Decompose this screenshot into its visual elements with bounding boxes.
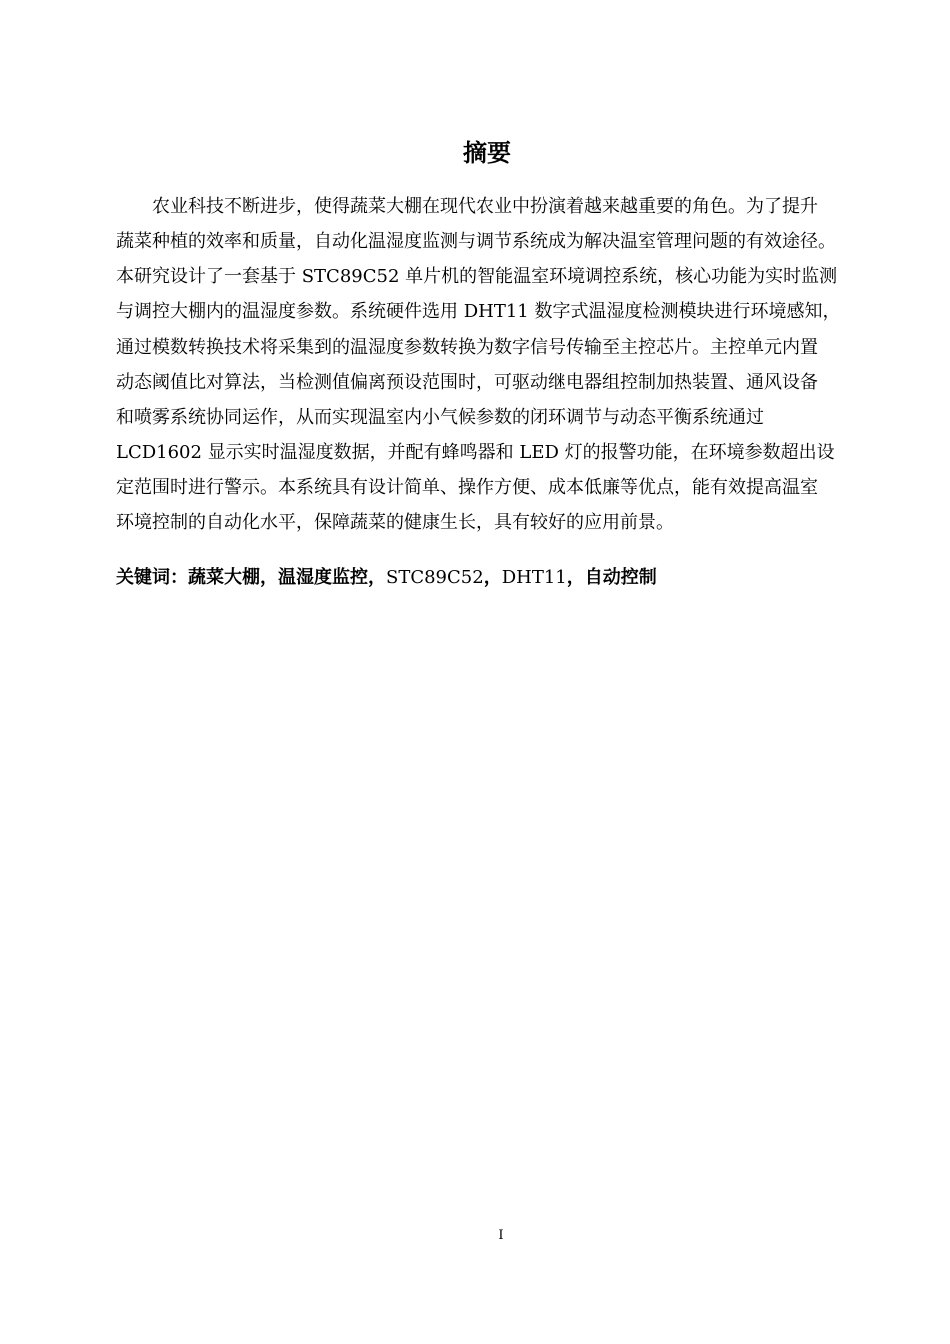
- abstract-line-6: 动态阈值比对算法，当检测值偏离预设范围时，可驱动继电器组控制加热装置、通风设备: [116, 372, 818, 393]
- keyword-term: 蔬菜大棚: [188, 567, 260, 588]
- keyword-separator: ，: [483, 567, 502, 588]
- abstract-line-10: 环境控制的自动化水平，保障蔬菜的健康生长，具有较好的应用前景。: [116, 512, 674, 533]
- abstract-line-4: 与调控大棚内的温湿度参数。系统硬件选用 DHT11 数字式温湿度检测模块进行环境感知，: [116, 301, 841, 322]
- abstract-line-7: 和喷雾系统协同运作，从而实现温室内小气候参数的闭环调节与动态平衡系统通过: [116, 407, 764, 428]
- keyword-term: STC89C52: [386, 567, 484, 588]
- abstract-line-5: 通过模数转换技术将采集到的温湿度参数转换为数字信号传输至主控芯片。主控单元内置: [116, 337, 818, 358]
- abstract-line-2: 蔬菜种植的效率和质量，自动化温湿度监测与调节系统成为解决温室管理问题的有效途径。: [116, 231, 836, 252]
- keyword-term: DHT11: [501, 567, 567, 588]
- page-number: I: [498, 1228, 504, 1243]
- abstract-line-3: 本研究设计了一套基于 STC89C52 单片机的智能温室环境调控系统，核心功能为实时监测: [116, 266, 838, 287]
- keyword-term: 温湿度监控: [278, 567, 368, 588]
- keyword-separator: ，: [368, 567, 386, 588]
- keywords-line: [116, 566, 657, 590]
- abstract-title: 摘要: [463, 139, 511, 167]
- abstract-line-8: LCD1602 显示实时温湿度数据，并配有蜂鸣器和 LED 灯的报警功能，在环境参数超出设: [116, 442, 835, 463]
- abstract-line-1: 农业科技不断进步，使得蔬菜大棚在现代农业中扮演着越来越重要的角色。为了提升: [152, 196, 818, 217]
- keywords-label: 关键词：: [116, 567, 188, 588]
- keyword-separator: ，: [260, 567, 278, 588]
- abstract-line-9: 定范围时进行警示。本系统具有设计简单、操作方便、成本低廉等优点，能有效提高温室: [116, 477, 818, 498]
- keyword-separator: ，: [566, 567, 585, 588]
- keyword-term: 自动控制: [584, 567, 657, 588]
